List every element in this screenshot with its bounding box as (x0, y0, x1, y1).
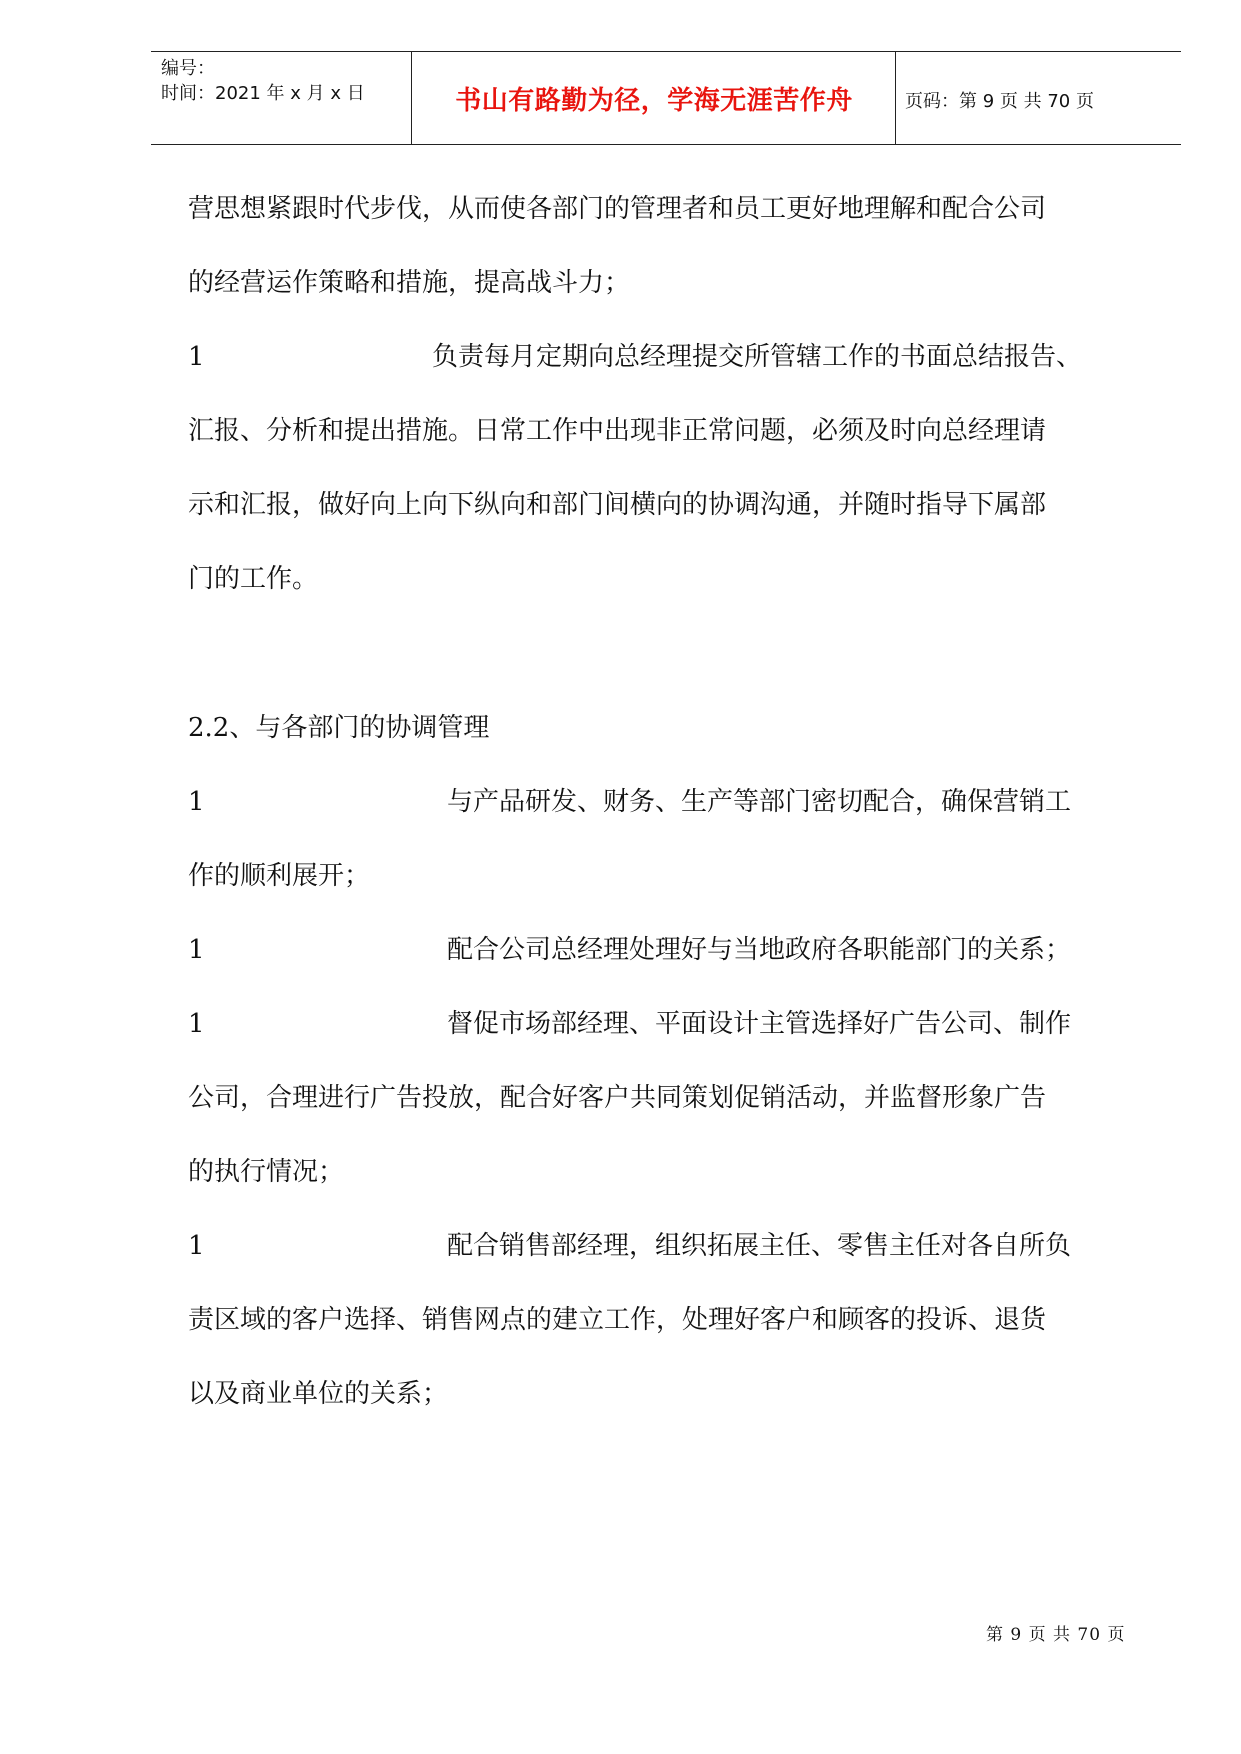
list-item-line: 负责每月定期向总经理提交所管辖工作的书面总结报告、 (432, 342, 1083, 372)
document-time-label: 时间：2021 年 x 月 x 日 (161, 83, 365, 104)
list-marker: 1 (188, 787, 205, 817)
list-item-line: 与产品研发、财务、生产等部门密切配合，确保营销工 (447, 787, 1072, 817)
list-item-line: 配合销售部经理，组织拓展主任、零售主任对各自所负 (447, 1231, 1072, 1261)
header-motto: 书山有路勤为径，学海无涯苦作舟 (455, 86, 853, 116)
list-item-line: 督促市场部经理、平面设计主管选择好广告公司、制作 (447, 1009, 1072, 1039)
footer-page-number: 第 9 页 共 70 页 (986, 1625, 1126, 1645)
paragraph-line: 营思想紧跟时代步伐，从而使各部门的管理者和员工更好地理解和配合公司 (188, 194, 1047, 224)
list-item-line: 汇报、分析和提出措施。日常工作中出现非正常问题，必须及时向总经理请 (188, 416, 1047, 446)
list-item-line: 责区域的客户选择、销售网点的建立工作，处理好客户和顾客的投诉、退货 (188, 1305, 1047, 1335)
list-item-line: 配合公司总经理处理好与当地政府各职能部门的关系； (447, 935, 1072, 965)
list-item-line: 公司，合理进行广告投放，配合好客户共同策划促销活动，并监督形象广告 (188, 1083, 1047, 1113)
section-title: 2.2、与各部门的协调管理 (188, 713, 490, 743)
list-marker: 1 (188, 1009, 205, 1039)
list-marker: 1 (188, 935, 205, 965)
list-marker: 1 (188, 1231, 205, 1261)
header-divider (895, 52, 896, 144)
header-divider (411, 52, 412, 144)
list-marker: 1 (188, 342, 205, 372)
list-item-line: 的执行情况； (188, 1157, 345, 1187)
list-item-line: 作的顺利展开； (188, 861, 371, 891)
page-header (151, 51, 1181, 145)
paragraph-line: 的经营运作策略和措施，提高战斗力； (188, 268, 631, 298)
list-item-line: 以及商业单位的关系； (188, 1379, 449, 1409)
document-number-label: 编号： (161, 58, 215, 79)
list-item-line: 示和汇报，做好向上向下纵向和部门间横向的协调沟通，并随时指导下属部 (188, 490, 1047, 520)
header-meta (161, 56, 365, 106)
header-page-number: 页码：第 9 页 共 70 页 (905, 91, 1094, 112)
list-item-line: 门的工作。 (188, 564, 319, 594)
